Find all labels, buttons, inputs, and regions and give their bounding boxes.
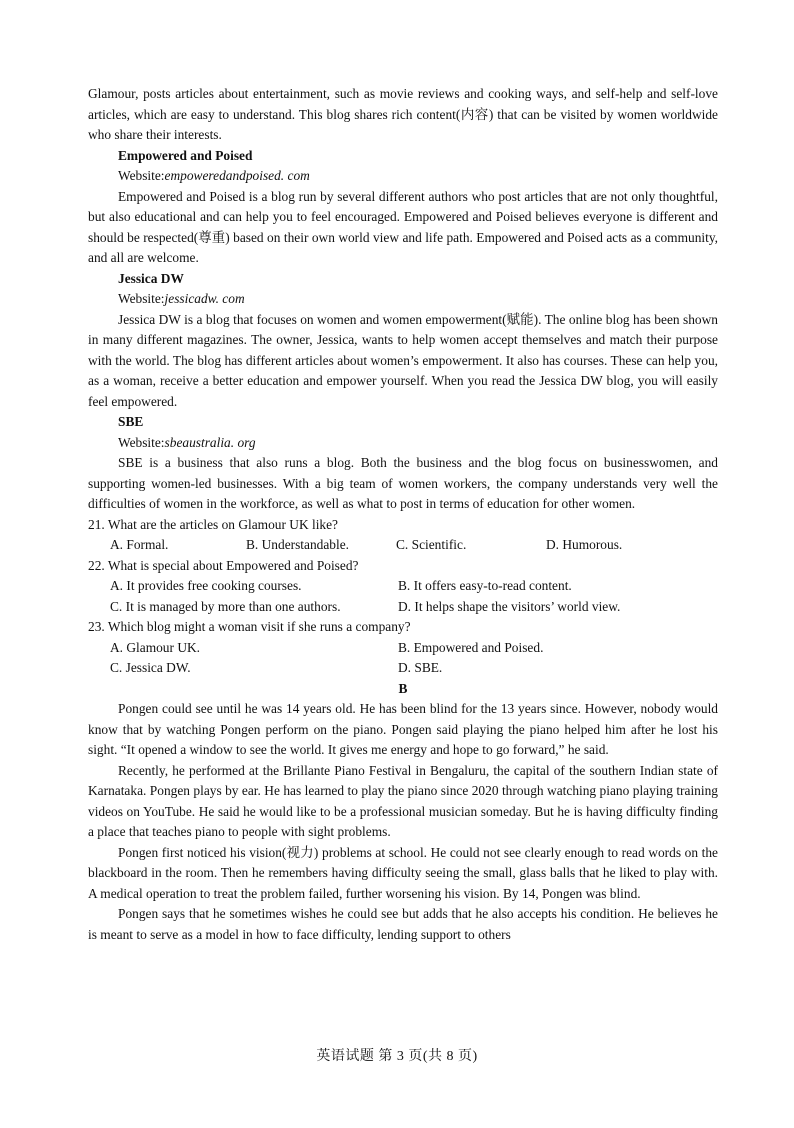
option-a: A. It provides free cooking courses. — [110, 578, 302, 593]
option-a: A. Formal. — [110, 537, 169, 552]
blog-description-sbe: SBE is a business that also runs a blog. Both the business and the blog focus on businesswomen, and supporting women-led businesses. With a big team of women workers, the company understands very well the difficulties of women in the workforce, as well as what to post in terms of education for other women. — [88, 455, 718, 511]
question-23-options-row1 — [88, 638, 718, 659]
option-d: D. Humorous. — [546, 537, 623, 552]
website-url: jessicadw. com — [164, 291, 245, 306]
question-22-stem: 22. What is special about Empowered and Poised? — [88, 557, 359, 573]
passage-b-paragraph-1: Pongen could see until he was 14 years old. He has been blind for the 13 years since. However, nobody would know that by watching Pongen perform on the piano. Pongen said playing the piano helped him after he lost his sight. “It opened a window to see the world. It gives me energy and hope to go forward,” he said. — [88, 701, 718, 757]
blog-heading-jessica: Jessica DW — [118, 270, 184, 286]
website-label: Website: — [118, 168, 165, 183]
website-line-jessica — [88, 289, 718, 310]
option-b: B. Empowered and Poised. — [398, 639, 544, 655]
question-22-options-row1 — [88, 576, 718, 597]
option-d: D. SBE. — [398, 660, 443, 675]
blog-description-jessica: Jessica DW is a blog that focuses on women and women empowerment(赋能). The online blog has been shown in many different magazines. The owner, Jessica, wants to help women accept themselves and match their purpose with the world. The blog has different articles about women’s empowerment. It also has courses. These can help you, as a woman, receive a better education and empower yourself. When you read the Jessica DW blog, you will easily feel empowered. — [88, 311, 718, 409]
blog-heading-empowered: Empowered and Poised — [118, 147, 253, 163]
option-a: A. Glamour UK. — [110, 639, 201, 655]
section-b-label: B — [398, 680, 408, 696]
passage-b-paragraph-4: Pongen says that he sometimes wishes he could see but adds that he also accepts his condition. He believes he is meant to serve as a model in how to face difficulty, lending support to others — [88, 906, 718, 942]
website-url: empoweredandpoised. com — [164, 168, 310, 183]
question-23-stem: 23. Which blog might a woman visit if she runs a company? — [88, 619, 411, 634]
question-21-stem: 21. What are the articles on Glamour UK like? — [88, 516, 338, 532]
option-c: C. Scientific. — [396, 537, 467, 552]
passage-b-paragraph-2: Recently, he performed at the Brillante Piano Festival in Bengaluru, the capital of the southern Indian state of Karnataka. Pongen plays by ear. He has learned to play the piano since 2020 through watching piano playing training videos on YouTube. He said he would like to be a professional musician someday. But he is having difficulty finding a place that teaches piano to people with sight problems. — [88, 762, 718, 839]
option-b: B. It offers easy-to-read content. — [398, 578, 572, 593]
glamour-continuation: Glamour, posts articles about entertainment, such as movie reviews and cooking ways, and self-help and self-love articles, which are easy to understand. This blog shares rich content(内容) that can be visited by women worldwide who share their interests. — [88, 86, 718, 142]
option-b: B. Understandable. — [246, 537, 350, 552]
page-footer: 英语试题 第 3 页(共 8 页) — [316, 1049, 478, 1064]
blog-description-empowered: Empowered and Poised is a blog run by several different authors who post articles that are not only thoughtful, but also educational and can help you to feel encouraged. Empowered and Poised believes everyone is different and should be respected(尊重) based on their own world view and life path. Empowered and Poised acts as a community, and all are welcome. — [88, 188, 718, 265]
website-url: sbeaustralia. org — [164, 434, 256, 450]
question-23-options-row2 — [88, 658, 718, 679]
question-22-options-row2 — [88, 597, 718, 618]
passage-b-paragraph-3: Pongen first noticed his vision(视力) problems at school. He could not see clearly enough to read words on the blackboard in the room. Then he remembers having difficulty seeing the small, glass balls that he liked to play with. A medical operation to treat the problem failed, further worsening his vision. By 14, Pongen was blind. — [88, 844, 718, 901]
question-21-options — [88, 535, 718, 556]
website-label: Website: — [118, 291, 165, 306]
website-line-empowered — [88, 166, 718, 187]
option-c: C. It is managed by more than one authors. — [110, 598, 341, 614]
website-line-sbe — [88, 433, 718, 454]
exam-page — [88, 84, 718, 945]
website-label: Website: — [118, 434, 165, 450]
option-d: D. It helps shape the visitors’ world view. — [398, 598, 621, 614]
blog-heading-sbe: SBE — [118, 414, 144, 429]
option-c: C. Jessica DW. — [110, 660, 191, 675]
